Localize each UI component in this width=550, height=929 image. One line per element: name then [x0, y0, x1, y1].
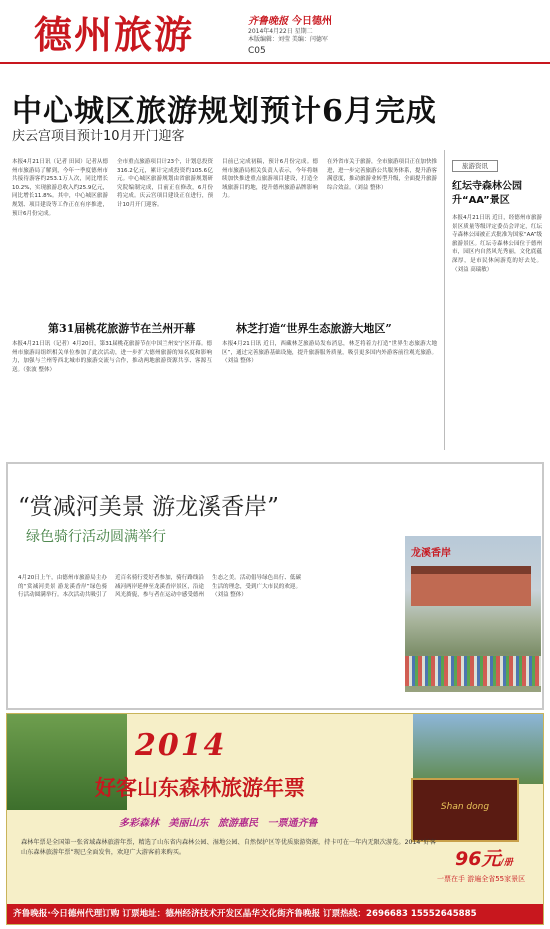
feature-title: “赏减河美景 游龙溪香岸”	[18, 494, 279, 520]
section-title: 德州旅游	[34, 12, 195, 57]
photo-sign: 龙溪香岸	[411, 548, 451, 559]
ad-bottom-bar: 齐鲁晚报·今日德州代理订购 订票地址：德州经济技术开发区晶华文化街齐鲁晚报 订票热线：2696683 15552645885	[7, 904, 544, 924]
page-number: C05	[248, 46, 266, 56]
ad-tags: 多彩森林 美丽山东 旅游惠民 一票通齐鲁	[119, 818, 318, 829]
ad-title: 好客山东森林旅游年票	[95, 775, 305, 800]
article-body-lanzhou: 本报4月21日讯（记者）4月20日，第31届桃花旅游节在中国兰州安宁区开幕。德州市旅游局组织相关单位参加了此次活动，进一步扩大德州旅游的知名度和影响力，加强与兰州等西北城市的旅游交流与合作，推动两地旅游资源共享、客源互送。（张波 整体）	[12, 341, 212, 373]
newspaper-edition: 今日德州	[292, 16, 332, 27]
masthead	[0, 0, 550, 57]
ad-forest-image-right	[413, 714, 543, 784]
forest-ticket-ad	[6, 713, 544, 925]
feature-photo	[405, 536, 541, 692]
sidebar-tag: 旅游资讯	[452, 160, 498, 172]
ad-ticket-image: Shan dong	[411, 778, 519, 842]
sidebar-body: 本报4月21日讯 近日，经德州市旅游景区质量等级评定委员会评定，红坛寺森林公园被正式批准为国家“AA”级旅游景区。红坛寺森林公园位于德州市，园区内自然风光秀丽，文化底蕴深厚，是市民休闲游览的好去处。（刘益 高瑞敏）	[452, 215, 542, 273]
photo-crowd	[405, 656, 541, 686]
ad-price-note: 一票在手 游遍全省55家景区	[437, 875, 526, 883]
ad-year: 2014	[135, 728, 227, 763]
lead-column-4: 在外省市关于旅游，全市旅游项目正在加快推进，进一步完善旅游公共服务体系，提升游客满意度，推动旅游业转型升级，全面提升旅游综合效益。（刘益 整体）	[327, 159, 437, 191]
column-divider	[444, 150, 445, 450]
feature-body: 4月20日上午，由德州市旅游局主办的“赏减河美景 游龙溪香岸”绿色骑行活动圆满举行。本次活动共吸引了近百名骑行爱好者参加，骑行路线沿减河两岸延伸至龙溪香岸景区，沿途风光旖旎，参与者在运动中感受德州生态之美。活动倡导绿色出行、低碳生活的理念，受到广大市民的欢迎。（刘益 整体）	[18, 575, 301, 599]
date-line: 2014年4月22日 星期二	[248, 28, 313, 35]
photo-building	[411, 566, 531, 606]
sidebar-title: 红坛寺森林公园升“AA”景区	[452, 181, 522, 206]
ad-price-unit: /册	[500, 858, 513, 868]
lead-column-3: 目前已完成初稿，预计6月份完成。德州市旅游局相关负责人表示，今年将继续加快推进重点旅游项目建设，打造全域旅游目的地，提升德州旅游品牌影响力。	[222, 159, 318, 200]
article-body-linzhi: 本报4月21日讯 近日，西藏林芝旅游局发布消息，林芝将着力打造“世界生态旅游大地区”，通过完善旅游基础设施，提升旅游服务质量，吸引更多国内外游客前往观光旅游。（刘益 整体）	[222, 341, 437, 365]
lead-subhead: 庆云宫项目预计10月开门迎客	[12, 129, 185, 144]
newspaper-name: 齐鲁晚报	[248, 16, 288, 27]
ad-price	[455, 844, 513, 871]
editor-line: 本版编辑：刘莹 美编：闫德军	[248, 36, 328, 43]
article-title-lanzhou: 第31届桃花旅游节在兰州开幕	[48, 322, 196, 335]
lead-column-1: 本报4月21日讯（记者 田园）记者从德州市旅游局了解到，今年一季度德州市共接待游客约253.1万人次，同比增长10.2%，实现旅游总收入约25.9亿元，同比增长11.8%。其中，中心城区旅游规划、项目建设等工作正在有序推进，预计6月份完成。	[12, 159, 108, 217]
feature-subtitle: 绿色骑行活动圆满举行	[26, 529, 166, 545]
issue-meta	[248, 28, 328, 44]
lead-headline: 中心城区旅游规划预计6月完成	[12, 94, 437, 129]
lead-column-2: 全市重点旅游项目计23个，计划总投资316.2亿元，累计完成投资约105.6亿元。中心城区旅游规划由省旅游规划研究院编制完成，目前正在修改，6月份将完成。庆云宫项目建设正在进行，预计10月开门迎客。	[117, 159, 213, 208]
article-title-linzhi: 林芝打造“世界生态旅游大地区”	[236, 322, 392, 335]
masthead-divider	[0, 62, 550, 64]
ad-description: 森林年票是全国第一张省域森林旅游年票，精选了山东省内森林公园、湿地公园、自然保护区等优质旅游资源，持卡可在一年内无限次游览。2014“好客山东森林旅游年票”现已全面发售，欢迎广大游客前来购买。	[21, 839, 436, 856]
ad-price-value: 96元	[455, 848, 501, 870]
